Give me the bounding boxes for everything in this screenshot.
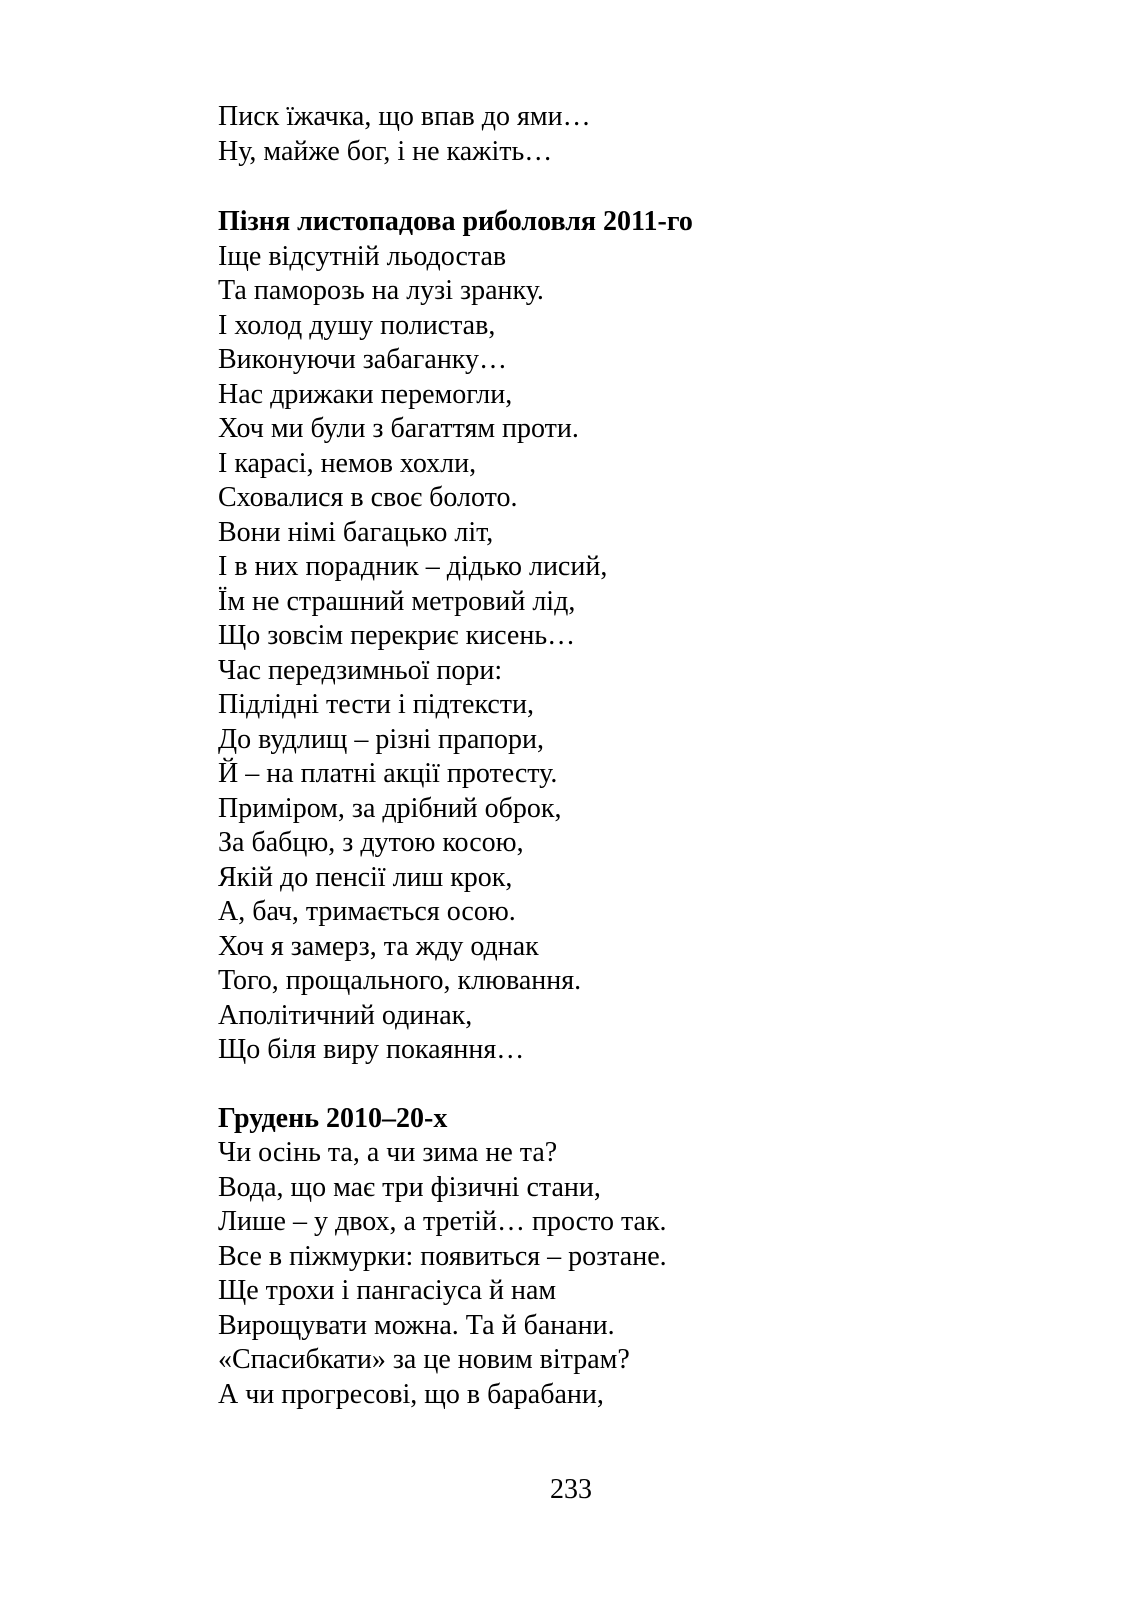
poem-title: Грудень 2010–20-х — [218, 1102, 448, 1134]
verse-line: Аполітичний одинак, — [218, 999, 473, 1031]
verse-line: А, бач, тримається осою. — [218, 896, 516, 927]
page-number: 233 — [550, 1474, 592, 1505]
verse-line: Та паморозь на лузі зранку. — [218, 275, 544, 306]
verse-line: Хоч ми були з багаттям проти. — [218, 413, 579, 444]
verse-line: Ще трохи і пангасіуса й нам — [218, 1275, 557, 1306]
verse-line: За бабцю, з дутою косою, — [218, 827, 524, 858]
verse-line: Час передзимньої пори: — [218, 654, 503, 686]
verse-line: Вони німі багацько літ, — [218, 516, 494, 548]
poem-1 — [218, 205, 1038, 1068]
poem-title: Пізня листопадова риболовля 2011-го — [218, 206, 693, 237]
verse-line: А чи прогресові, що в барабани, — [218, 1378, 604, 1410]
verse-line: І в них порадник – дідько лисий, — [218, 551, 608, 582]
verse-line: Ну, майже бог, і не кажіть… — [218, 135, 553, 167]
poem-fragment — [218, 100, 1038, 169]
verse-line: Іще відсутній льодостав — [218, 240, 507, 272]
poem-2 — [218, 1102, 1038, 1413]
verse-line: Вода, що має три фізичні стани, — [218, 1171, 601, 1203]
verse-line: І карасі, немов хохли, — [218, 447, 477, 479]
verse-line: Що зовсім перекриє кисень… — [218, 620, 576, 651]
verse-line: Чи осінь та, а чи зима не та? — [218, 1137, 558, 1168]
verse-line: Того, прощального, клювання. — [218, 965, 582, 996]
verse-line: Якій до пенсії лиш крок, — [218, 861, 513, 893]
verse-line: Все в піжмурки: появиться – розтане. — [218, 1240, 667, 1272]
stanza-spacer — [218, 169, 1038, 205]
verse-line: Їм не страшний метровий лід, — [218, 585, 576, 617]
verse-line: «Спасибкати» за це новим вітрам? — [218, 1344, 630, 1375]
verse-line: Нас дрижаки перемогли, — [218, 378, 513, 410]
text-column — [218, 100, 1038, 1412]
verse-line: Виконуючи забаганку… — [218, 344, 508, 375]
verse-line: Хоч я замерз, та жду однак — [218, 930, 539, 962]
stanza-spacer — [218, 1068, 1038, 1102]
verse-line: Підлідні тести і підтексти, — [218, 689, 535, 720]
verse-line: Писк їжачка, що впав до ями… — [218, 101, 591, 132]
verse-line: Лише – у двох, а третій… просто так. — [218, 1206, 667, 1237]
verse-line: До вудлищ – різні прапори, — [218, 723, 544, 755]
verse-line: Сховалися в своє болото. — [218, 482, 518, 513]
verse-line: Приміром, за дрібний оброк, — [218, 792, 562, 824]
verse-line: Й – на платні акції протесту. — [218, 758, 558, 789]
verse-line: Вирощувати можна. Та й банани. — [218, 1309, 615, 1341]
verse-line: І холод душу полистав, — [218, 309, 496, 341]
verse-line: Що біля виру покаяння… — [218, 1034, 525, 1065]
